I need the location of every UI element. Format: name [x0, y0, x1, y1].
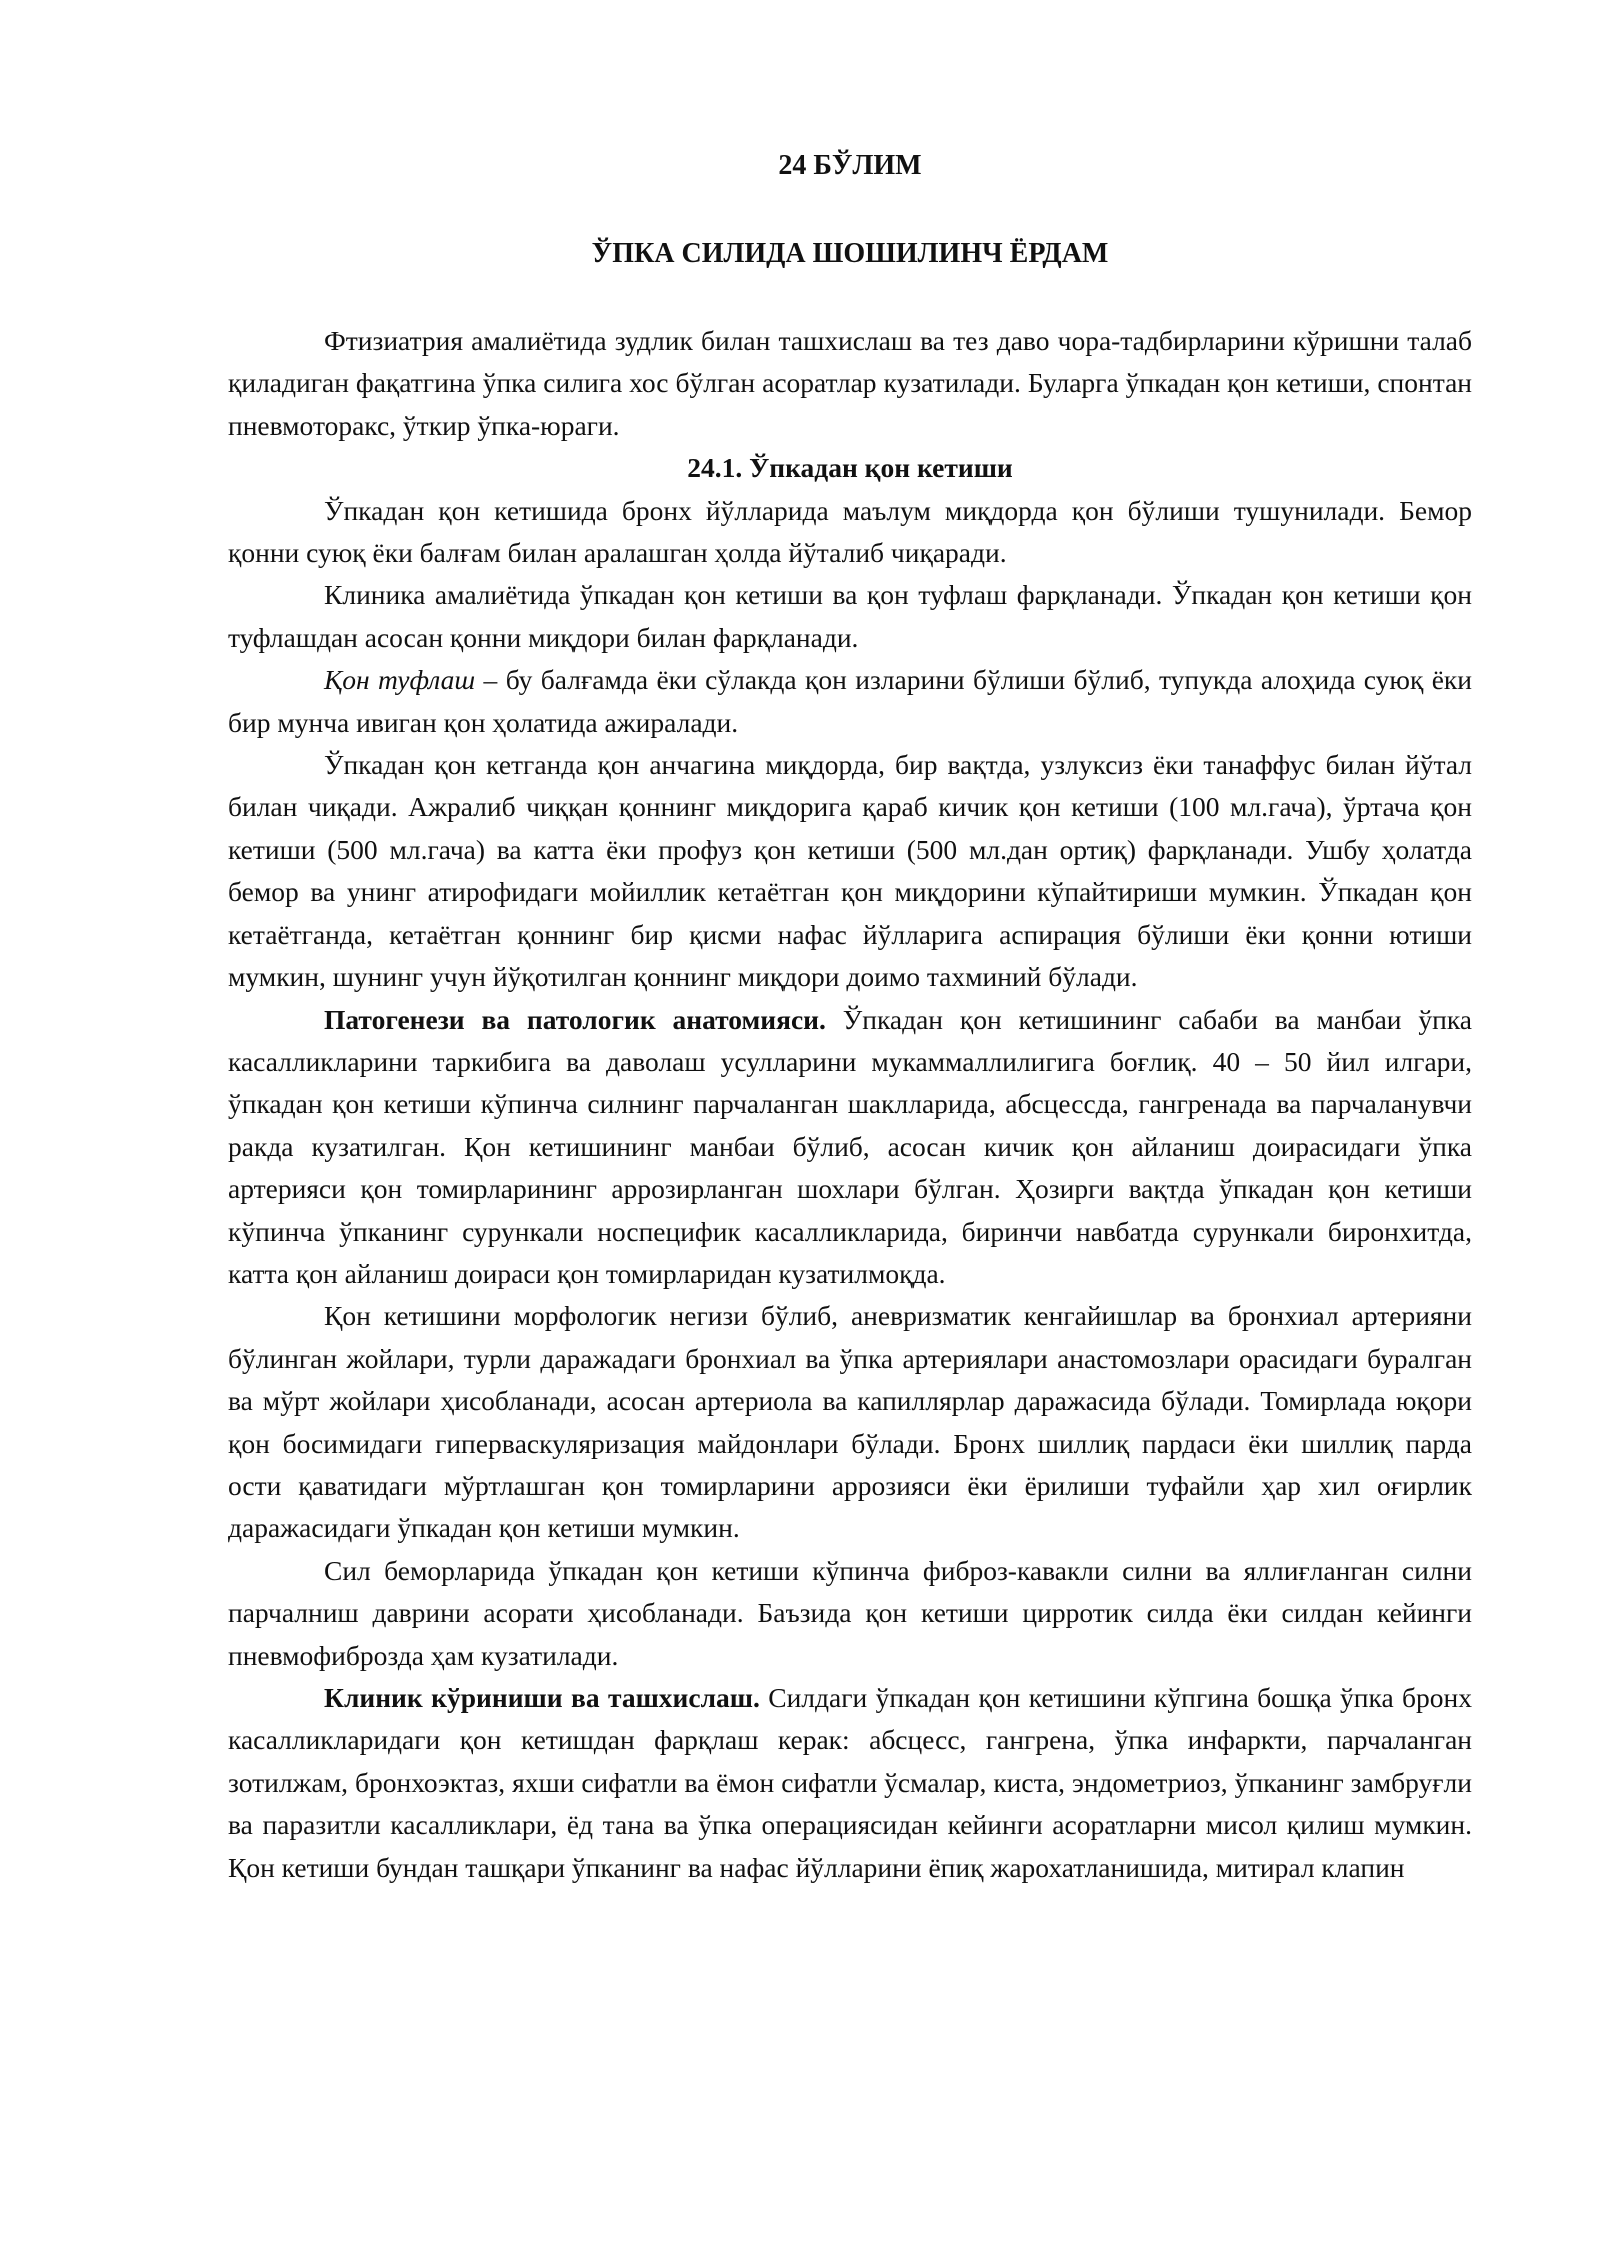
- paragraph-clinic: Клиника амалиётида ўпкадан қон кетиши ва қон туфлаш фарқланади. Ўпкадан қон кетиши қон туфлашдан асосан қонни миқдори билан фарқланади.: [228, 579, 1472, 653]
- paragraph-hemoptysis-text: – бу балғамда ёки сўлакда қон изларини бўлиши бўлиб, тупукда алоҳида суюқ ёки бир мунча ивиган қон ҳолатида ажиралади.: [228, 664, 1472, 738]
- clinical-lead: Клиник кўриниши ва ташхислаш.: [324, 1682, 760, 1713]
- paragraph-clinical-diagnosis: [228, 1677, 1472, 1889]
- chapter-title: ЎПКА СИЛИДА ШОШИЛИНЧ ЁРДАМ: [591, 238, 1109, 269]
- section-heading: 24.1. Ўпкадан қон кетиши: [687, 452, 1013, 484]
- intro-paragraph: Фтизиатрия амалиётида зудлик билан ташхислаш ва тез даво чора-тадбирларини кўришни талаб қиладиган фақатгина ўпка силига хос бўлган асоратлар кузатилади. Буларга ўпкадан қон кетиши, спонтан пневмоторакс, ўткир ўпка-юраги.: [228, 325, 1472, 441]
- clinical-text: Силдаги ўпкадан қон кетишини кўпгина бошқа ўпка бронх касалликларидаги қон кетишдан фарқлаш керак: абсцесс, гангрена, ўпка инфаркти, парчаланган зотилжам, бронхоэктаз, яхши сифатли ва ёмон сифатли ўсмалар, киста, эндометриоз, ўпканинг замбруғли ва паразитли касалликлари, ёд тана ва ўпка операциясидан кейинги асоратларни мисол қилиш мумкин. Қон кетиши бундан ташқари ўпканинг ва нафас йўлларини ёпиқ жарохатланишида, митирал клапин: [228, 1682, 1472, 1883]
- paragraph-pathogenesis: [228, 999, 1472, 1296]
- paragraph-tb-patients: Сил беморларида ўпкадан қон кетиши кўпинча фиброз-кавакли силни ва яллиғланган силни парчалниш даврини асорати ҳисобланади. Баъзида қон кетиши цирротик силда ёки силдан кейинги пневмофиброзда ҳам кузатилади.: [228, 1554, 1472, 1671]
- chapter-heading: 24 БЎЛИМ: [778, 150, 922, 181]
- paragraph-hemoptysis: [228, 659, 1472, 744]
- paragraph-volume: Ўпкадан қон кетганда қон анчагина миқдорда, бир вақтда, узлуксиз ёки танаффус билан йўтал билан чиқади. Ажралиб чиққан қоннинг миқдорига қараб кичик қон кетиши (100 мл.гача), ўртача қон кетиши (500 мл.гача) ва катта ёки профуз қон кетиши (500 мл.дан ортиқ) фарқланади. Ушбу ҳолатда бемор ва унинг атирофидаги мойиллик кетаётган қон миқдорини кўпайтириши мумкин. Ўпкадан қон кетаётганда, кетаётган қоннинг бир қисми нафас йўлларига аспирация бўлиши ёки қонни ютиши мумкин, шунинг учун йўқотилган қоннинг миқдори доимо тахминий бўлади.: [228, 749, 1472, 993]
- term-italic: Қон туфлаш: [324, 664, 476, 696]
- pathogenesis-text: Ўпкадан қон кетишининг сабаби ва манбаи ўпка касалликларини таркибига ва даволаш усулларини мукаммаллилигига боғлиқ. 40 – 50 йил илгари, ўпкадан қон кетиши кўпинча силнинг парчаланган шаклларида, абсцессда, гангренада ва парчаланувчи ракда кузатилган. Қон кетишининг манбаи бўлиб, асосан кичик қон айланиш доирасидаги ўпка артерияси қон томирларининг аррозирланган шохлари бўлган. Ҳозирги вақтда ўпкадан қон кетиши кўпинча ўпканинг сурункали носпецифик касалликларида, биринчи навбатда сурункали биронхитда, катта қон айланиш доираси қон томирларидан кузатилмоқда.: [228, 1003, 1472, 1289]
- document-body: [228, 320, 1472, 1889]
- paragraph-morphology: Қон кетишини морфологик негизи бўлиб, аневризматик кенгайишлар ва бронхиал артерияни бўлинган жойлари, турли даражадаги бронхиал ва ўпка артериялари анастомозлари орасидаги буралган ва мўрт жойлари ҳисобланади, асосан артериола ва капиллярлар даражасида бўлади. Томирлада юқори қон босимидаги гипервaскуляризация майдонлари бўлади. Бронх шиллиқ пардаси ёки шиллиқ парда ости қаватидаги мўртлашган қон томирларини аррозияси ёки ёрилиши туфайли ҳар хил оғирлик даражасидаги ўпкадан қон кетиши мумкин.: [228, 1300, 1472, 1544]
- paragraph-definition: Ўпкадан қон кетишида бронх йўлларида маълум миқдорда қон бўлиши тушунилади. Бемор қонни суюқ ёки балғам билан аралашган ҳолда йўталиб чиқаради.: [228, 494, 1472, 569]
- pathogenesis-lead: Патогенези ва патологик анатомияси.: [324, 1003, 826, 1035]
